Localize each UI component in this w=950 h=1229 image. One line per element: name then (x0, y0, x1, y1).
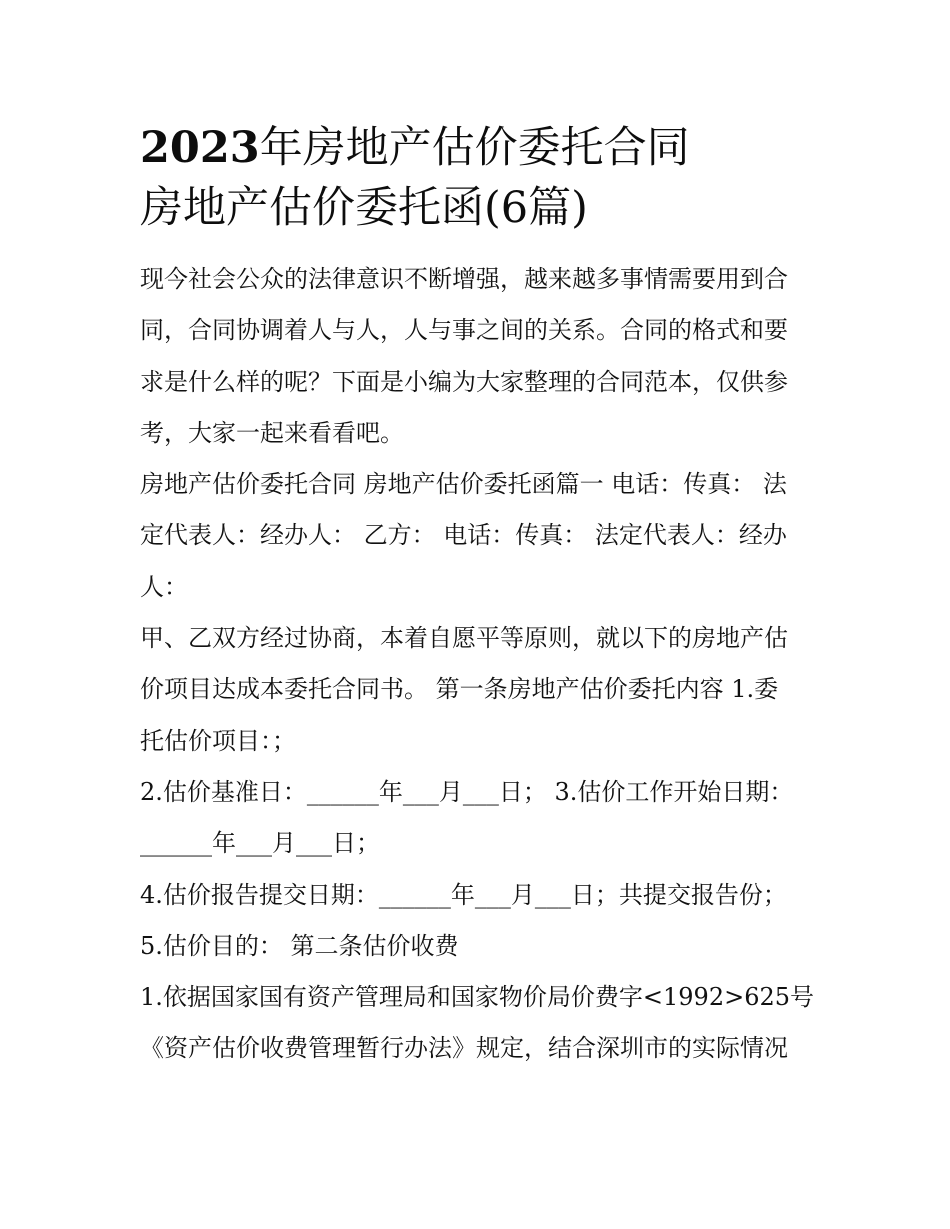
text-line: 甲、乙双方经过协商，本着自愿平等原则，就以下的房地产估 (140, 624, 788, 653)
title-line-2-text: 房地产估价委托函(6篇) (140, 183, 588, 233)
text-line: 托估价项目：； (140, 726, 296, 755)
text-line: 定代表人：经办人： 乙方： 电话：传真： 法定代表人：经办 (140, 521, 787, 550)
title-year: 2023 (140, 123, 260, 173)
text-line: 考，大家一起来看看吧。 (140, 418, 404, 447)
text-line: ______年___月___日； (140, 829, 380, 858)
agreement-paragraph (140, 613, 812, 767)
text-line: 《资产估价收费管理暂行办法》规定，结合深圳市的实际情况 (140, 1034, 788, 1063)
document-page (140, 118, 815, 1075)
text-line: 2.估价基准日：______年___月___日； 3.估价工作开始日期： (140, 777, 794, 806)
dates-paragraph (140, 767, 812, 870)
text-line: 同，合同协调着人与人，人与事之间的关系。合同的格式和要 (140, 316, 788, 345)
text-line: 1.依据国家国有资产管理局和国家物价局价费字<1992>625号 (140, 983, 815, 1012)
title-line-2 (140, 178, 812, 238)
fee-paragraph (140, 972, 815, 1075)
title-line-1 (140, 118, 812, 178)
title-line-1-text: 年房地产估价委托合同 (259, 123, 690, 173)
parties-paragraph (140, 459, 812, 613)
text-line: 4.估价报告提交日期：______年___月___日；共提交报告份； (140, 880, 787, 909)
text-line: 5.估价目的： 第二条估价收费 (140, 931, 459, 960)
intro-paragraph (140, 254, 812, 459)
text-line: 现今社会公众的法律意识不断增强，越来越多事情需要用到合 (140, 265, 788, 293)
text-line: 人： (140, 572, 188, 601)
document-body (140, 254, 815, 1075)
text-line: 价项目达成本委托合同书。 第一条房地产估价委托内容 1.委 (140, 675, 779, 704)
text-line: 房地产估价委托合同 房地产估价委托函篇一 电话：传真： 法 (140, 470, 787, 499)
text-line: 求是什么样的呢？下面是小编为大家整理的合同范本，仅供参 (140, 367, 788, 396)
document-title (140, 118, 812, 238)
report-paragraph (140, 870, 812, 973)
